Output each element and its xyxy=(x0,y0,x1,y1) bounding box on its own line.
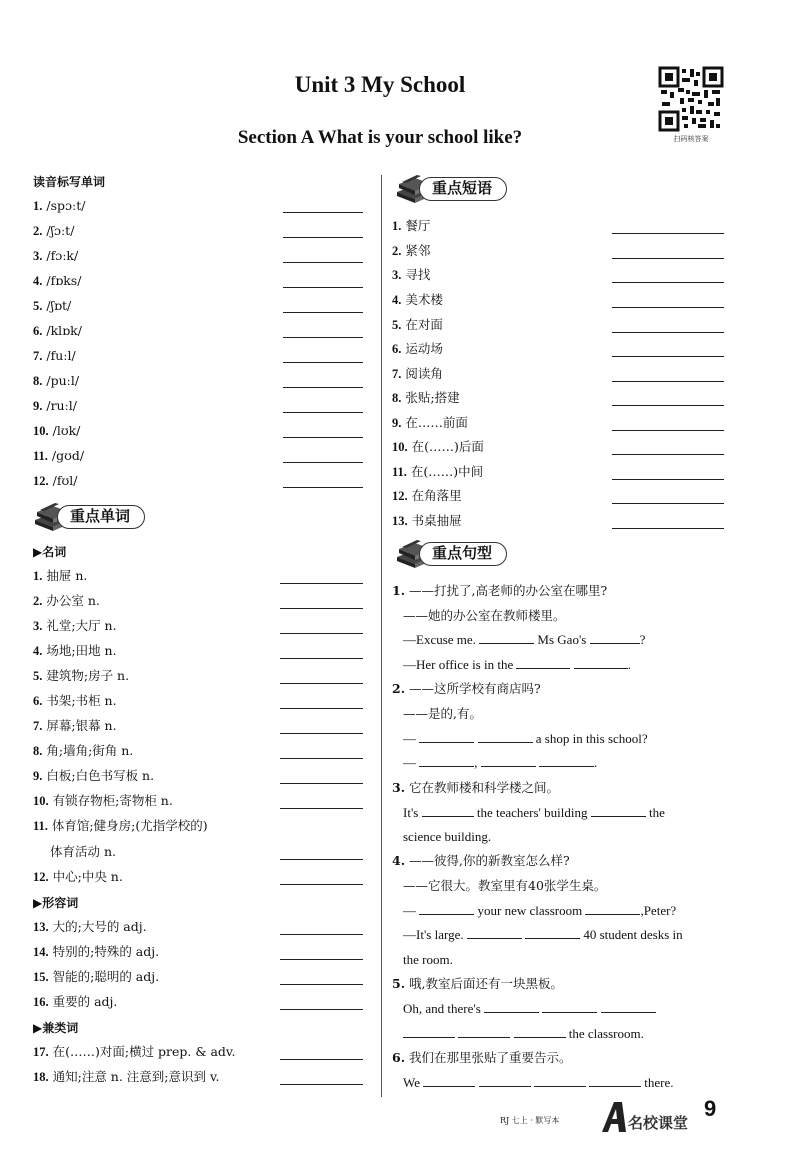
list-item: 17. 在(……)对面;横过 prep. & adv. xyxy=(33,1044,236,1059)
answer-blank[interactable] xyxy=(280,1084,363,1085)
sentence-line: — a shop in this school? xyxy=(403,731,648,746)
list-item: 11. 在(……)中间 xyxy=(392,464,484,479)
list-item: 13. 大的;大号的 adj. xyxy=(33,919,147,934)
sentence-line: the room. xyxy=(403,952,453,967)
list-item: 8. /puːl/ xyxy=(33,373,80,388)
list-item: 7. 屏幕;银幕 n. xyxy=(33,718,117,733)
list-item: 4. 美术楼 xyxy=(392,292,443,307)
answer-blank[interactable] xyxy=(280,608,363,609)
answer-blank[interactable] xyxy=(478,731,533,743)
sentence-line: —Her office is in the . xyxy=(403,657,631,672)
answer-blank[interactable] xyxy=(283,337,363,338)
answer-blank[interactable] xyxy=(479,632,534,644)
list-item: 10. 在(……)后面 xyxy=(392,439,484,454)
answer-blank[interactable] xyxy=(612,282,724,283)
sentence-prompt: 5. 哦,教室后面还有一块黑板。 xyxy=(392,976,564,991)
adjectives-label: ▶形容词 xyxy=(33,896,79,910)
answer-blank[interactable] xyxy=(419,755,474,767)
answer-blank[interactable] xyxy=(419,903,474,915)
answer-blank[interactable] xyxy=(283,212,363,213)
section-title: Section A What is your school like? xyxy=(237,127,523,148)
list-item: 2. 紧邻 xyxy=(392,243,431,258)
key-words-badge: 重点单词 xyxy=(31,500,181,532)
list-item: 16. 重要的 adj. xyxy=(33,994,118,1009)
brand-name: 名校课堂 xyxy=(628,1114,689,1132)
sentence-prompt: ——她的办公室在教师楼里。 xyxy=(403,608,566,623)
answer-blank[interactable] xyxy=(612,405,724,406)
list-item: 11. 体育馆;健身房;(尤指学校的) xyxy=(33,818,208,833)
answer-blank[interactable] xyxy=(280,934,363,935)
answer-blank[interactable] xyxy=(612,503,724,504)
answer-blank[interactable] xyxy=(403,1026,455,1038)
list-item: 2. /ʃɔːt/ xyxy=(33,223,75,238)
list-item: 10. 有锁存物柜;寄物柜 n. xyxy=(33,793,173,808)
list-item: 12. /fʊl/ xyxy=(33,473,78,488)
answer-blank[interactable] xyxy=(280,984,363,985)
list-item: 3. 寻找 xyxy=(392,267,431,282)
list-item: 15. 智能的;聪明的 adj. xyxy=(33,969,160,984)
answer-blank[interactable] xyxy=(280,658,363,659)
answer-blank[interactable] xyxy=(283,362,363,363)
list-item: 12. 在角落里 xyxy=(392,488,462,503)
list-item: 13. 书桌抽屉 xyxy=(392,513,462,528)
sentences-badge: 重点句型 xyxy=(393,537,543,569)
list-item: 1. 抽屉 n. xyxy=(33,568,88,583)
sentence-line: —It's large. 40 student desks in xyxy=(403,927,683,942)
sentence-prompt: ——它很大。教室里有40张学生桌。 xyxy=(403,878,607,893)
page-number: 9 xyxy=(704,1096,717,1121)
answer-blank[interactable] xyxy=(283,412,363,413)
series-label: RJ 七上 · 默写本 xyxy=(500,1116,560,1125)
answer-blank[interactable] xyxy=(514,1026,566,1038)
list-item: 3. /fɔːk/ xyxy=(33,248,79,263)
list-item: 10. /lʊk/ xyxy=(33,423,81,438)
answer-blank[interactable] xyxy=(280,633,363,634)
answer-blank[interactable] xyxy=(280,683,363,684)
answer-blank[interactable] xyxy=(542,1001,597,1013)
answer-blank[interactable] xyxy=(283,312,363,313)
list-item: 1. /spɔːt/ xyxy=(33,198,86,213)
answer-blank[interactable] xyxy=(601,1001,656,1013)
qr-code-icon[interactable] xyxy=(658,66,724,132)
answer-blank[interactable] xyxy=(283,387,363,388)
sentence-line: — , . xyxy=(403,755,598,770)
list-item: 14. 特别的;特殊的 adj. xyxy=(33,944,160,959)
answer-blank[interactable] xyxy=(283,287,363,288)
sentence-prompt: ——是的,有。 xyxy=(403,706,482,721)
sentence-prompt: 6. 我们在那里张贴了重要告示。 xyxy=(392,1050,572,1065)
answer-blank[interactable] xyxy=(280,884,363,885)
sentence-prompt: 2. ——这所学校有商店吗? xyxy=(392,681,541,696)
list-item: 4. 场地;田地 n. xyxy=(33,643,117,658)
answer-blank[interactable] xyxy=(479,1075,531,1087)
answer-blank[interactable] xyxy=(585,903,640,915)
answer-blank[interactable] xyxy=(283,487,363,488)
answer-blank[interactable] xyxy=(591,805,646,817)
answer-blank[interactable] xyxy=(481,755,536,767)
nouns-label: ▶名词 xyxy=(33,545,67,559)
answer-blank[interactable] xyxy=(574,657,628,669)
list-item: 11. /gʊd/ xyxy=(33,448,85,463)
phrases-badge: 重点短语 xyxy=(393,172,543,204)
answer-blank[interactable] xyxy=(280,808,363,809)
list-item: 8. 张贴;搭建 xyxy=(392,390,460,405)
list-item: 6. 运动场 xyxy=(392,341,443,356)
sentence-line: science building. xyxy=(403,829,492,844)
answer-blank[interactable] xyxy=(484,1001,539,1013)
list-item: 1. 餐厅 xyxy=(392,218,431,233)
answer-blank[interactable] xyxy=(612,258,724,259)
answer-blank[interactable] xyxy=(283,462,363,463)
brand-logo xyxy=(600,1100,700,1134)
answer-blank[interactable] xyxy=(280,708,363,709)
column-divider xyxy=(381,175,382,1097)
answer-blank[interactable] xyxy=(612,479,724,480)
answer-blank[interactable] xyxy=(525,927,580,939)
list-item: 3. 礼堂;大厅 n. xyxy=(33,618,117,633)
sentence-prompt: 4. ——彼得,你的新教室怎么样? xyxy=(392,853,570,868)
answer-blank[interactable] xyxy=(612,233,724,234)
sentence-line: It's the teachers' building the xyxy=(403,805,665,820)
list-item: 12. 中心;中央 n. xyxy=(33,869,123,884)
answer-blank[interactable] xyxy=(280,959,363,960)
phonetics-heading: 读音标写单词 xyxy=(33,175,106,189)
sentence-line: the classroom. xyxy=(403,1026,644,1042)
answer-blank[interactable] xyxy=(458,1026,510,1038)
answer-blank[interactable] xyxy=(280,733,363,734)
answer-blank[interactable] xyxy=(539,755,594,767)
answer-blank[interactable] xyxy=(589,1075,641,1087)
sentence-line: — your new classroom ,Peter? xyxy=(403,903,677,918)
answer-blank[interactable] xyxy=(283,437,363,438)
answer-blank[interactable] xyxy=(534,1075,586,1087)
answer-blank[interactable] xyxy=(280,758,363,759)
list-item: 体育活动 n. xyxy=(50,844,116,859)
sentence-line: —Excuse me. Ms Gao's ? xyxy=(403,632,646,647)
answer-blank[interactable] xyxy=(423,1075,475,1087)
sentence-prompt: 1. ——打扰了,高老师的办公室在哪里? xyxy=(392,583,608,598)
answer-blank[interactable] xyxy=(280,859,363,860)
list-item: 8. 角;墙角;街角 n. xyxy=(33,743,134,758)
list-item: 5. /ʃɒt/ xyxy=(33,298,72,313)
sentence-line: Oh, and there's xyxy=(403,1001,656,1017)
list-item: 5. 建筑物;房子 n. xyxy=(33,668,130,683)
list-item: 7. 阅读角 xyxy=(392,366,443,381)
answer-blank[interactable] xyxy=(280,583,363,584)
answer-blank[interactable] xyxy=(612,381,724,382)
answer-blank[interactable] xyxy=(590,632,640,644)
answer-blank[interactable] xyxy=(612,528,724,529)
answer-blank[interactable] xyxy=(612,332,724,333)
answer-blank[interactable] xyxy=(612,356,724,357)
list-item: 2. 办公室 n. xyxy=(33,593,100,608)
list-item: 9. 在……前面 xyxy=(392,415,468,430)
answer-blank[interactable] xyxy=(283,262,363,263)
answer-blank[interactable] xyxy=(419,731,474,743)
answer-blank[interactable] xyxy=(283,237,363,238)
list-item: 6. 书架;书柜 n. xyxy=(33,693,117,708)
qr-caption: 扫码核答案 xyxy=(673,135,709,143)
answer-blank[interactable] xyxy=(612,454,724,455)
list-item: 9. 白板;白色书写板 n. xyxy=(33,768,155,783)
answer-blank[interactable] xyxy=(280,783,363,784)
list-item: 5. 在对面 xyxy=(392,317,443,332)
unit-title: Unit 3 My School xyxy=(294,72,466,97)
list-item: 6. /klɒk/ xyxy=(33,323,82,338)
answer-blank[interactable] xyxy=(612,307,724,308)
answer-blank[interactable] xyxy=(467,927,522,939)
answer-blank[interactable] xyxy=(612,430,724,431)
list-item: 4. /fɒks/ xyxy=(33,273,82,288)
list-item: 9. /ruːl/ xyxy=(33,398,78,413)
sentence-line: We there. xyxy=(403,1075,674,1090)
sentence-prompt: 3. 它在教师楼和科学楼之间。 xyxy=(392,780,560,795)
list-item: 18. 通知;注意 n. 注意到;意识到 v. xyxy=(33,1069,220,1084)
answer-blank[interactable] xyxy=(280,1009,363,1010)
answer-blank[interactable] xyxy=(516,657,570,669)
answer-blank[interactable] xyxy=(422,805,474,817)
answer-blank[interactable] xyxy=(280,1059,363,1060)
multi-class-label: ▶兼类词 xyxy=(33,1021,79,1035)
list-item: 7. /fuːl/ xyxy=(33,348,76,363)
